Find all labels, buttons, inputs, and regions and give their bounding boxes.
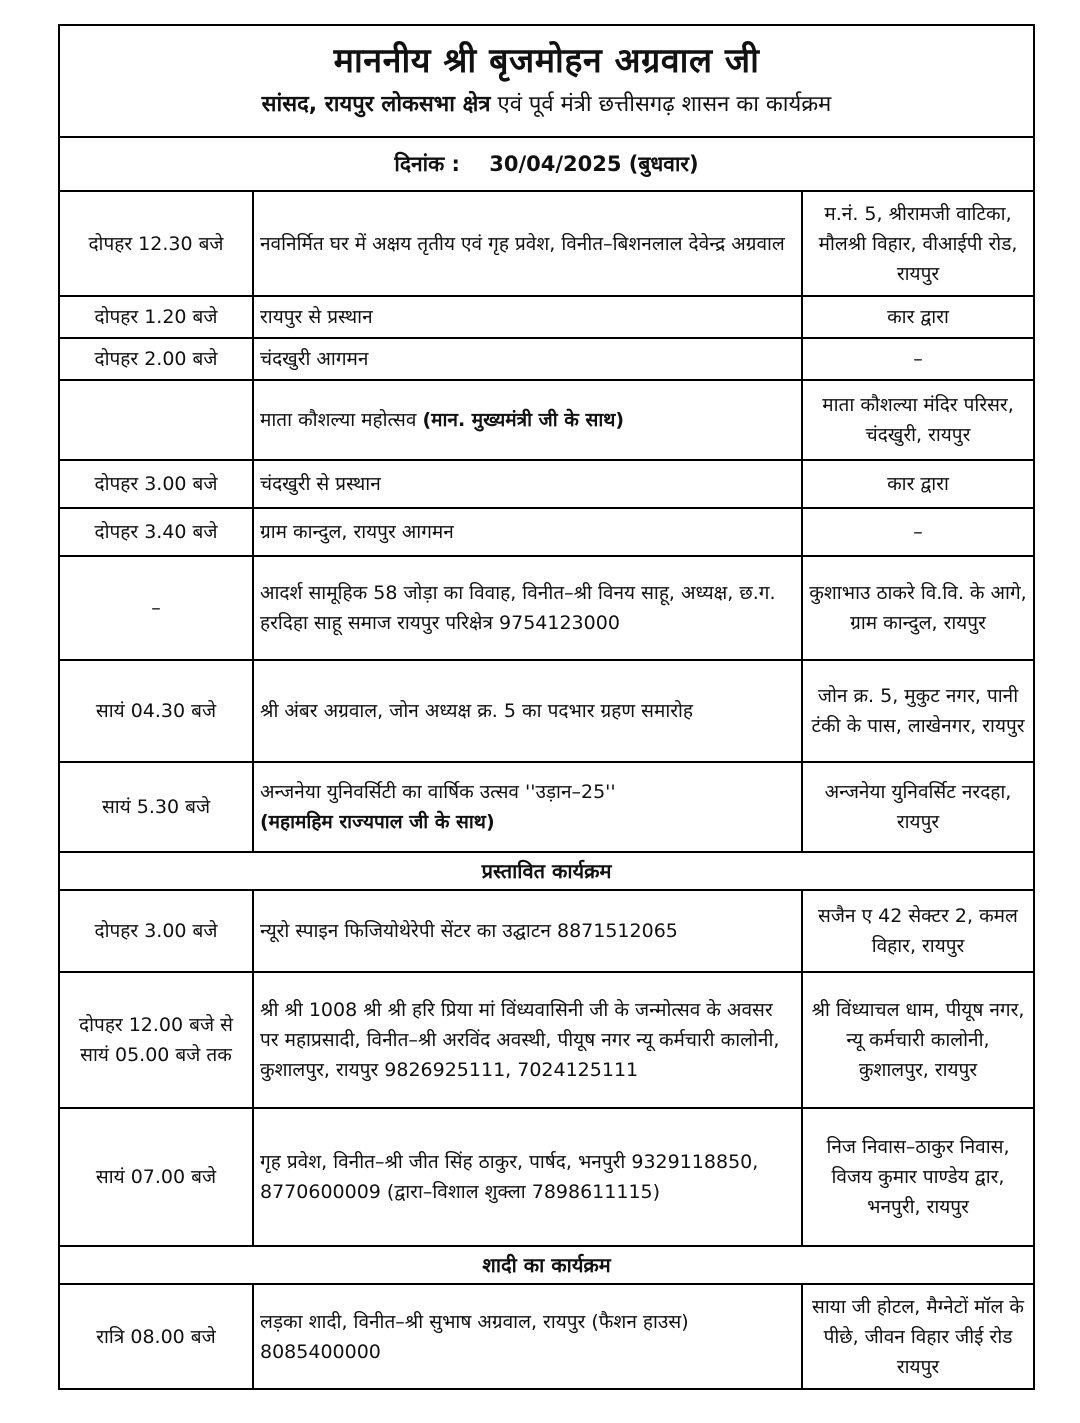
time-cell: दोपहर 2.00 बजे [60,338,253,380]
table-row [60,460,1033,508]
event-cell: ग्राम कान्दुल, रायपुर आगमन [253,508,802,556]
time-cell: दोपहर 3.00 बजे [60,890,253,972]
table-row [60,890,1033,972]
event-cell [253,380,802,460]
place-cell: निज निवास–ठाकुर निवास, विजय कुमार पाण्डेय द्वार, भनपुरी, रायपुर [802,1108,1033,1246]
event-cell: लड़का शादी, विनीत–श्री सुभाष अग्रवाल, रायपुर (फैशन हाउस) 8085400000 [253,1284,802,1388]
place-cell: जोन क्र. 5, मुकुट नगर, पानी टंकी के पास, लाखेनगर, रायपुर [802,660,1033,762]
place-cell: साया जी होटल, मैग्नेटों मॉल के पीछे, जीवन विहार जीई रोड रायपुर [802,1284,1033,1388]
place-cell: श्री विंध्याचल धाम, पीयूष नगर, न्यू कर्मचारी कालोनी, कुशालपुर, रायपुर [802,972,1033,1108]
time-cell: सायं 04.30 बजे [60,660,253,762]
time-cell: – [60,556,253,660]
place-cell: अन्जनेया युनिवर्सिट नरदहा, रायपुर [802,762,1033,852]
section-heading-row [60,1246,1033,1284]
time-cell: दोपहर 12.00 बजे से सायं 05.00 बजे तक [60,972,253,1108]
event-cell: नवनिर्मित घर में अक्षय तृतीय एवं गृह प्रवेश, विनीत–बिशनलाल देवेन्द्र अग्रवाल [253,192,802,296]
time-cell: रात्रि 08.00 बजे [60,1284,253,1388]
time-cell: दोपहर 12.30 बजे [60,192,253,296]
time-cell [60,380,253,460]
place-cell: कार द्वारा [802,296,1033,338]
time-cell: दोपहर 3.00 बजे [60,460,253,508]
schedule-sheet [58,24,1035,1390]
event-cell: चंदखुरी आगमन [253,338,802,380]
date-day: (बुधवार) [628,152,699,176]
page-subtitle [60,88,1033,122]
table-row [60,192,1033,296]
table-row [60,508,1033,556]
place-cell: म.नं. 5, श्रीरामजी वाटिका, मौलश्री विहार, वीआईपी रोड, रायपुर [818,202,1018,285]
date-row [60,138,1033,192]
time-cell: दोपहर 1.20 बजे [60,296,253,338]
table-row [60,972,1033,1108]
event-cell: न्यूरो स्पाइन फिजियोथेरेपी सेंटर का उद्घाटन 8871512065 [253,890,802,972]
section-heading-wedding: शादी का कार्यक्रम [60,1246,1033,1284]
place-cell: – [802,338,1033,380]
place-cell: सजैन ए 42 सेक्टर 2, कमल विहार, रायपुर [802,890,1033,972]
section-heading-row [60,852,1033,890]
event-cell: श्री अंबर अग्रवाल, जोन अध्यक्ष क्र. 5 का पदभार ग्रहण समारोह [253,660,802,762]
event-cell: रायपुर से प्रस्थान [253,296,802,338]
table-row [60,380,1033,460]
header [60,26,1033,138]
event-cell [253,762,802,852]
event-cell: गृह प्रवेश, विनीत–श्री जीत सिंह ठाकुर, पार्षद, भनपुरी 9329118850, 8770600009 (द्वारा–विशाल शुक्ला 7898611115) [253,1108,802,1246]
subtitle-rest: एवं पूर्व मंत्री छत्तीसगढ़ शासन का कार्यक्रम [490,92,832,117]
time-cell: सायं 5.30 बजे [60,762,253,852]
event-bold-note: (महामहिम राज्यपाल जी के साथ) [260,811,495,833]
table-row [60,660,1033,762]
place-cell: माता कौशल्या मंदिर परिसर, चंदखुरी, रायपुर [802,380,1033,460]
event-text: अन्जनेया युनिवर्सिटी का वार्षिक उत्सव ''उड़ान–25'' [260,781,616,803]
section-heading-proposed: प्रस्तावित कार्यक्रम [60,852,1033,890]
table-row [60,296,1033,338]
schedule-table [60,192,1033,1388]
subtitle-bold: सांसद, रायपुर लोकसभा क्षेत्र [261,92,491,117]
event-cell: आदर्श सामूहिक 58 जोड़ा का विवाह, विनीत–श्री विनय साहू, अध्यक्ष, छ.ग. हरदिहा साहू समाज रायपुर परिक्षेत्र 9754123000 [253,556,802,660]
time-cell: सायं 07.00 बजे [60,1108,253,1246]
date-label: दिनांक : [394,152,460,176]
table-row [60,1108,1033,1246]
event-cell: श्री श्री 1008 श्री श्री हरि प्रिया मां विंध्यवासिनी जी के जन्मोत्सव के अवसर पर महाप्रसादी, विनीत–श्री अरविंद अवस्थी, पीयूष नगर न्यू कर्मचारी कालोनी, कुशालपुर, रायपुर 9826925111, 7024125111 [253,972,802,1108]
place-cell: – [802,508,1033,556]
table-row [60,762,1033,852]
event-bold-note: (मान. मुख्यमंत्री जी के साथ) [422,409,625,431]
table-row [60,1284,1033,1388]
time-cell: दोपहर 3.40 बजे [60,508,253,556]
date-value: 30/04/2025 [489,152,622,176]
table-row [60,338,1033,380]
place-cell: कुशाभाउ ठाकरे वि.वि. के आगे, ग्राम कान्दुल, रायपुर [802,556,1033,660]
place-cell: कार द्वारा [802,460,1033,508]
page-title: माननीय श्री बृजमोहन अग्रवाल जी [333,41,760,81]
event-cell: चंदखुरी से प्रस्थान [253,460,802,508]
event-text: माता कौशल्या महोत्सव [260,409,423,431]
table-row [60,556,1033,660]
